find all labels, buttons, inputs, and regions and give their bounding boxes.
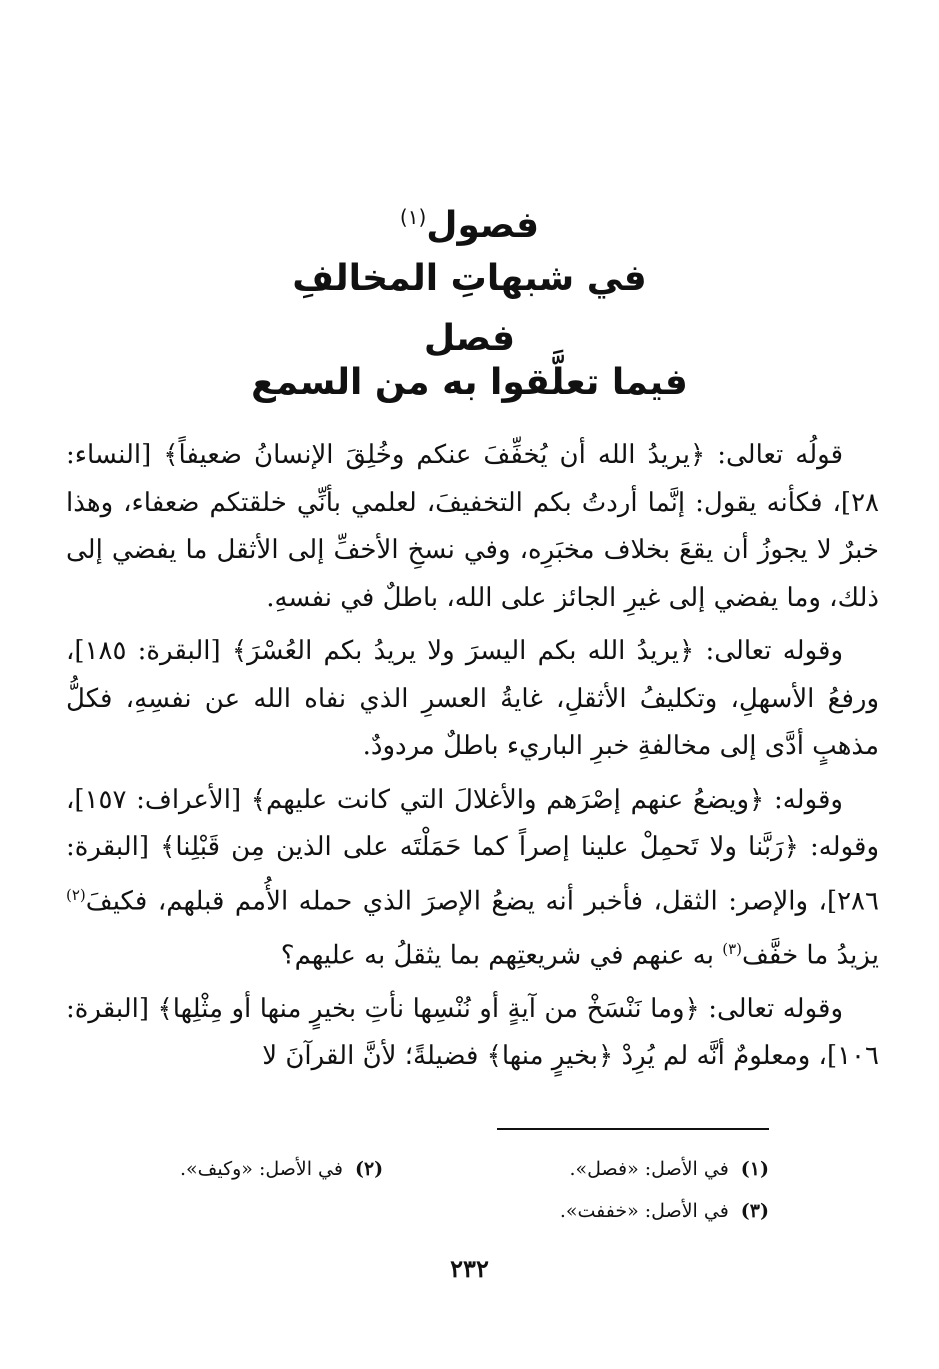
section-heading: فصل — [423, 318, 516, 359]
paragraph-part: به عنهم في شريعتِهم بما يثقلُ به عليهم؟ — [280, 940, 714, 971]
chapter-heading — [0, 205, 939, 246]
paragraph: وقوله تعالى: ﴿وما نَنْسَخْ من آيةٍ أو نُنْسِها نأتِ بخيرٍ منها أو مِثْلِها﴾ [البقرة: ١٠٦]، ومعلومٌ أنَّه لم يُرِدْ ﴿بخيرٍ منها﴾ فضيلةً؛ لأنَّ القرآنَ لا — [66, 993, 879, 1072]
footnote-text: في الأصل: «فصل». — [569, 1158, 729, 1180]
page-number: ٢٣٢ — [450, 1254, 489, 1283]
footnote-number: (١) — [740, 1158, 769, 1180]
footnote-ref-1: (١) — [399, 205, 427, 229]
footnote-row — [180, 1190, 769, 1232]
footnote-text: في الأصل: «خففت». — [559, 1200, 729, 1222]
main-text — [66, 432, 879, 1087]
paragraph: قولُه تعالى: ﴿يريدُ الله أن يُخفِّفَ عنكم وخُلِقَ الإنسانُ ضعيفاً﴾ [النساء: ٢٨]، فكأنه يقول: إنَّما أردتُ بكم التخفيفَ، لعلمي بأنِّي خلقتكم ضعفاء، وهذا خبرٌ لا يجوزُ أن يقعَ بخلاف مخبَرِه، وفي نسخِ الأخفِّ إلى الأثقل ما يفضي إلى ذلك، وما يفضي إلى غيرِ الجائز على الله، باطلٌ في نفسهِ. — [66, 440, 879, 613]
paragraph-part: يزيدُ ما خفَّف — [742, 940, 879, 971]
footnote-divider — [497, 1128, 769, 1130]
footnote — [560, 1190, 769, 1232]
paragraph: وقوله تعالى: ﴿يريدُ الله بكم اليسرَ ولا يريدُ بكم العُسْرَ﴾ [البقرة: ١٨٥]، ورفعُ الأسهلِ، وتكليفُ الأثقلِ، غايةُ العسرِ الذي نفاه الله عن نفسِهِ، فكلُّ مذهبٍ أدَّى إلى مخالفةِ خبرِ الباريء باطلٌ مردودٌ. — [66, 636, 879, 761]
footnote — [180, 1148, 383, 1190]
footnotes — [180, 1148, 769, 1232]
footnote-text: في الأصل: «وكيف». — [180, 1158, 343, 1180]
chapter-subtitle: في شبهاتِ المخالفِ — [292, 258, 647, 299]
footnote-ref-3: (٣) — [722, 939, 743, 958]
chapter-title: فصول — [426, 205, 540, 246]
footnote-number: (٣) — [740, 1200, 769, 1222]
paragraph-part: وقوله: ﴿ويضعُ عنهم إصْرَهم والأغلالَ التي كانت عليهم﴾ [الأعراف: ١٥٧]، وقوله: ﴿رَبَّنا ولا تَحمِلْ علينا إصراً كما حَمَلْتَه على الذين مِن قَبْلِنا﴾ [البقرة: ٢٨٦]، والإصر: الثقل، فأخبر أنه يضعُ الإصرَ الذي حمله الأُمم قبلهم، فكيفَ — [66, 784, 879, 917]
paragraph — [66, 777, 879, 980]
footnote — [570, 1148, 770, 1190]
footnote-number: (٢) — [354, 1158, 384, 1180]
footnote-ref-2: (٢) — [66, 885, 86, 904]
footnote-row — [180, 1148, 769, 1190]
section-subtitle: فيما تعلَّقوا به من السمع — [251, 362, 688, 403]
